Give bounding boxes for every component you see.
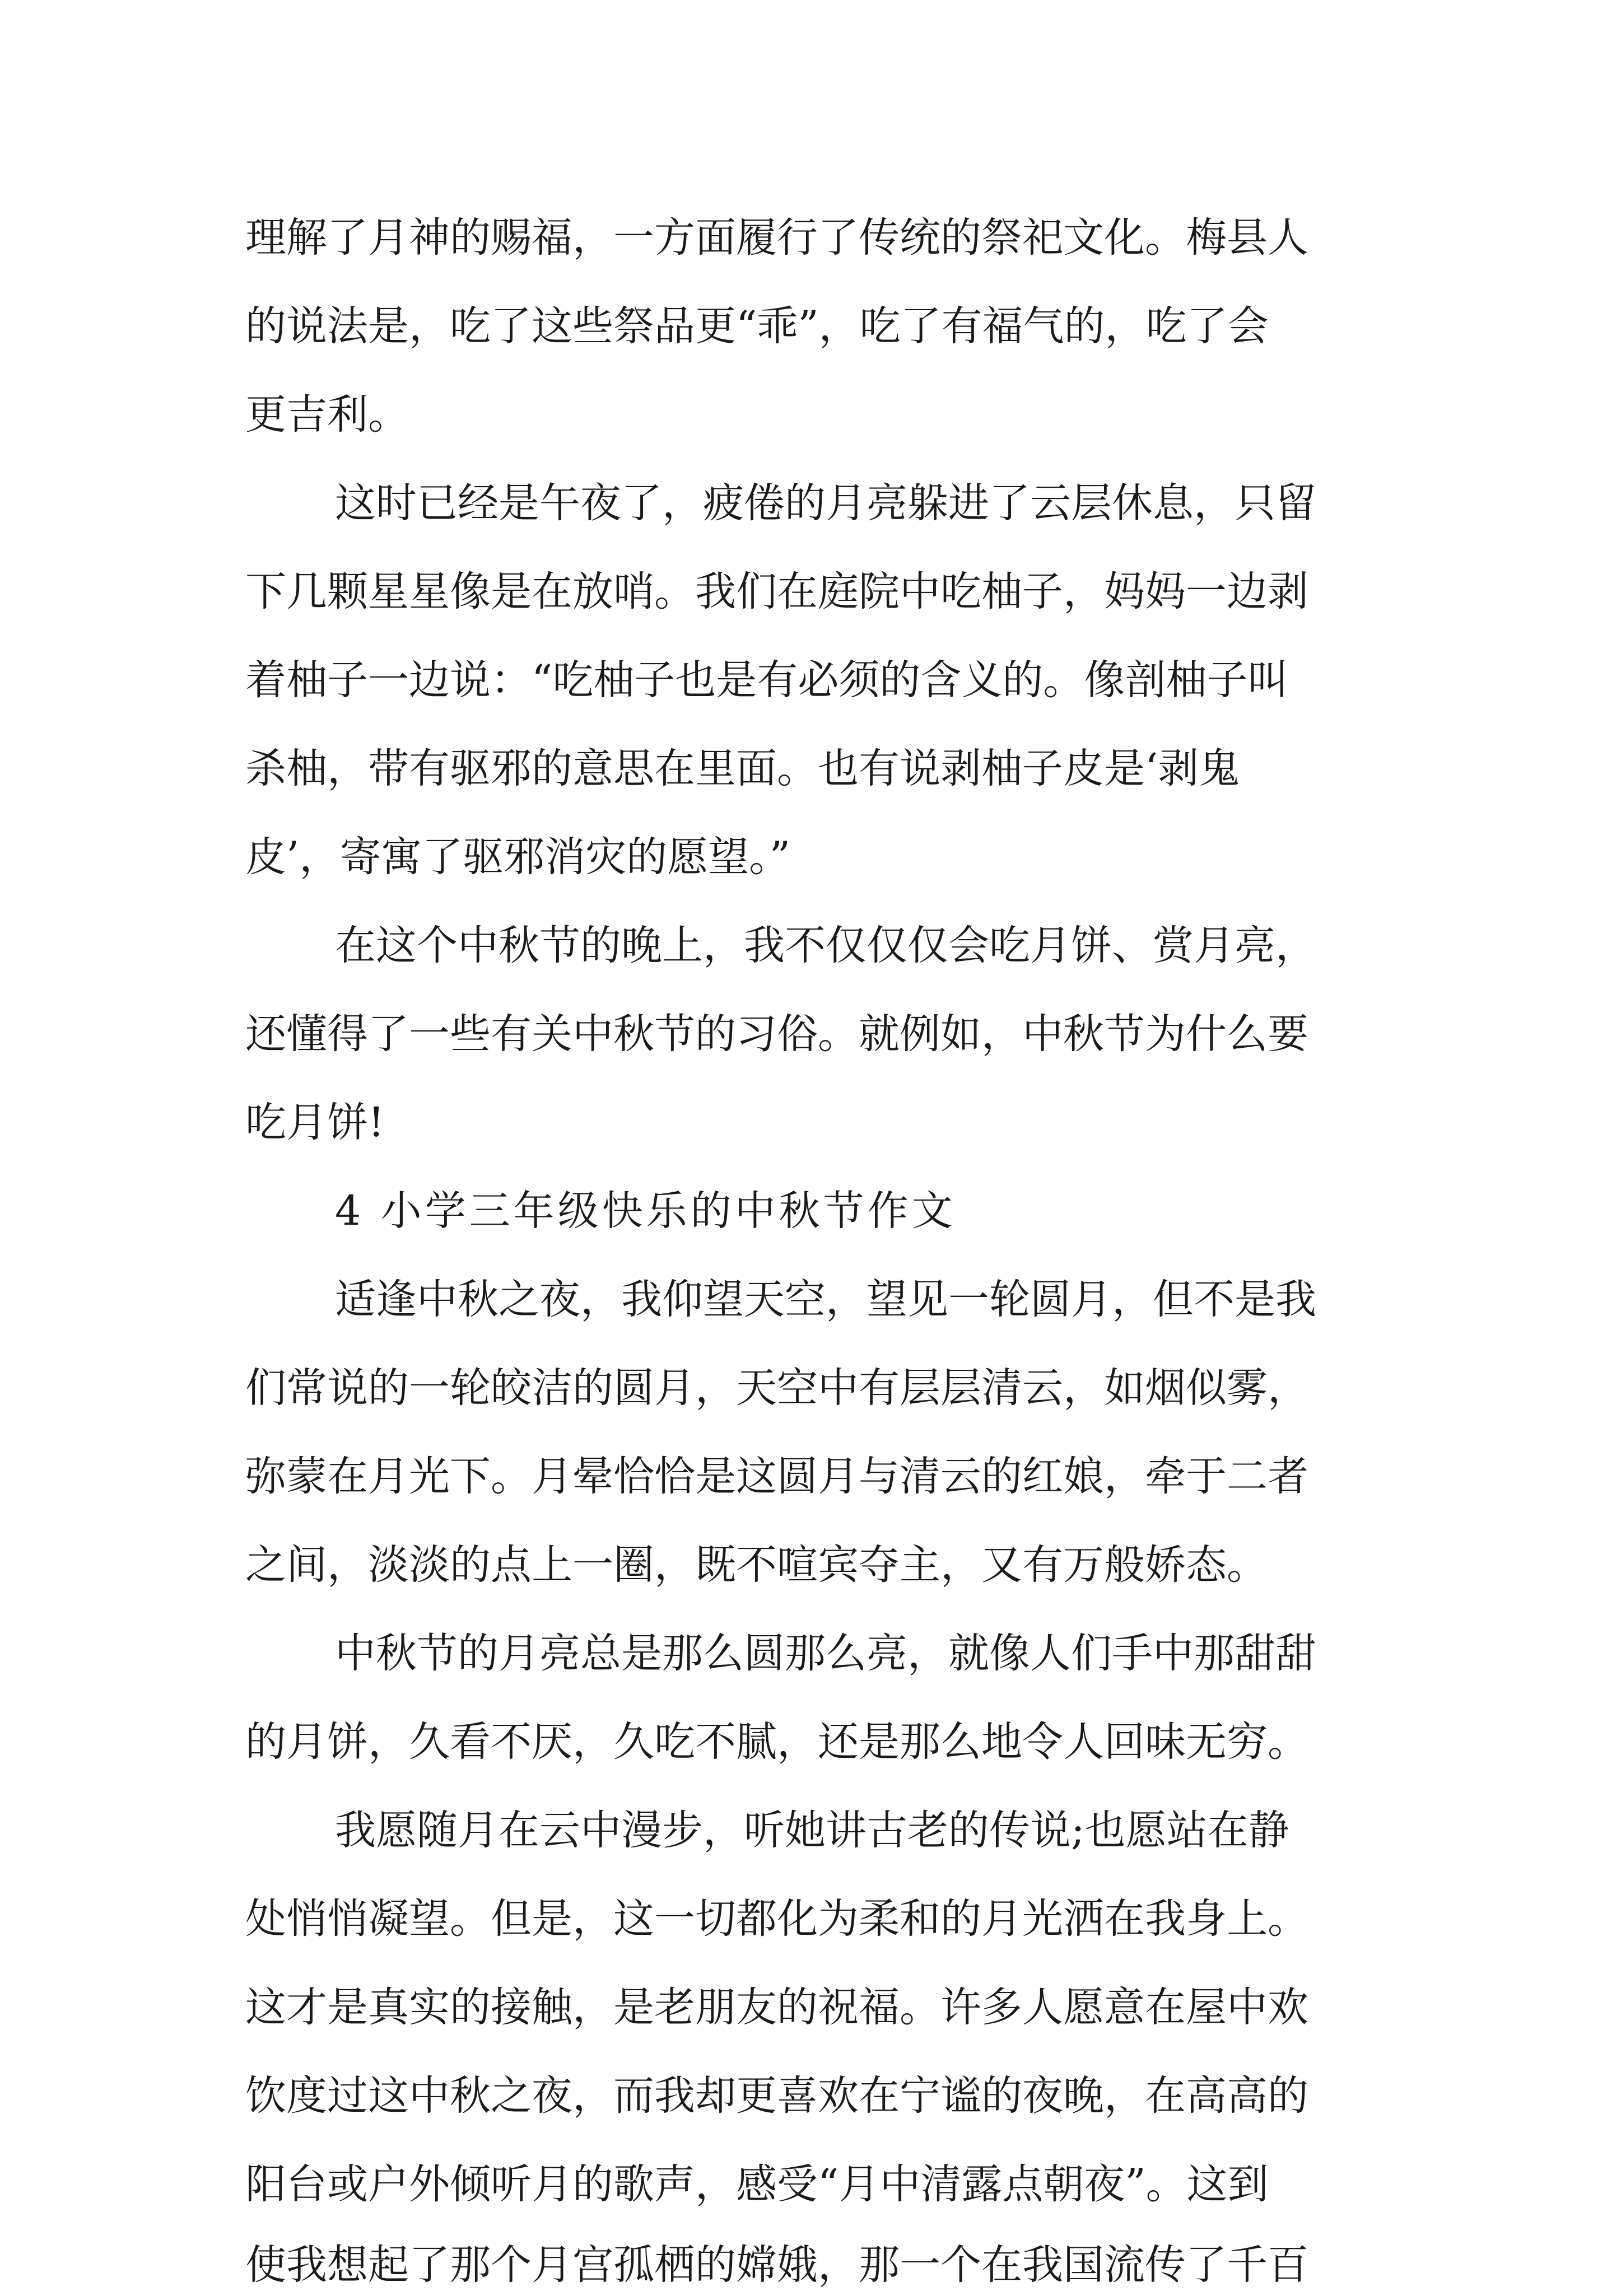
text-line: 中秋节的月亮总是那么圆那么亮，就像人们手中那甜甜 xyxy=(335,1630,1316,1677)
text-line: 这时已经是午夜了，疲倦的月亮躲进了云层休息，只留 xyxy=(335,479,1316,527)
text-line: 在这个中秋节的晚上，我不仅仅仅会吃月饼、赏月亮， xyxy=(335,922,1316,969)
text-line: 着柚子一边说：“吃柚子也是有必须的含义的。像剖柚子叫 xyxy=(245,656,1289,704)
text-line: 杀柚，带有驱邪的意思在里面。也有说剥柚子皮是‘剥鬼 xyxy=(245,745,1240,792)
text-line: 弥蒙在月光下。月晕恰恰是这圆月与清云的红娘，牵于二者 xyxy=(245,1453,1308,1500)
text-line: 还懂得了一些有关中秋节的习俗。就例如，中秋节为什么要 xyxy=(245,1010,1308,1058)
text-line: 的月饼，久看不厌，久吃不腻，还是那么地令人回味无穷。 xyxy=(245,1718,1308,1766)
section-heading: 4 小学三年级快乐的中秋节作文 xyxy=(335,1187,956,1235)
text-line: 阳台或户外倾听月的歌声，感受“月中清露点朝夜”。这到 xyxy=(245,2160,1269,2208)
text-line: 这才是真实的接触，是老朋友的祝福。许多人愿意在屋中欢 xyxy=(245,1984,1308,2031)
text-line: 的说法是，吃了这些祭品更“乖”，吃了有福气的，吃了会 xyxy=(245,302,1269,350)
text-line: 之间，淡淡的点上一圈，既不喧宾夺主，又有万般娇态。 xyxy=(245,1541,1268,1589)
text-line: 们常说的一轮皎洁的圆月，天空中有层层清云，如烟似雾， xyxy=(245,1364,1308,1412)
text-line: 更吉利。 xyxy=(245,391,409,438)
text-line: 处悄悄凝望。但是，这一切都化为柔和的月光洒在我身上。 xyxy=(245,1895,1308,1943)
text-line: 理解了月神的赐福，一方面履行了传统的祭祀文化。梅县人 xyxy=(245,214,1308,262)
text-line: 饮度过这中秋之夜，而我却更喜欢在宁谧的夜晚，在高高的 xyxy=(245,2072,1308,2120)
text-line: 吃月饼! xyxy=(245,1099,385,1146)
text-line: 我愿随月在云中漫步，听她讲古老的传说;也愿站在静 xyxy=(335,1807,1289,1854)
text-line: 下几颗星星像是在放哨。我们在庭院中吃柚子，妈妈一边剥 xyxy=(245,568,1308,615)
text-line: 使我想起了那个月宫孤栖的嫦娥，那一个在我国流传了千百 xyxy=(245,2241,1308,2289)
text-line: 皮’，寄寓了驱邪消灾的愿望。” xyxy=(245,833,791,881)
text-line: 适逢中秋之夜，我仰望天空，望见一轮圆月，但不是我 xyxy=(335,1276,1316,1323)
